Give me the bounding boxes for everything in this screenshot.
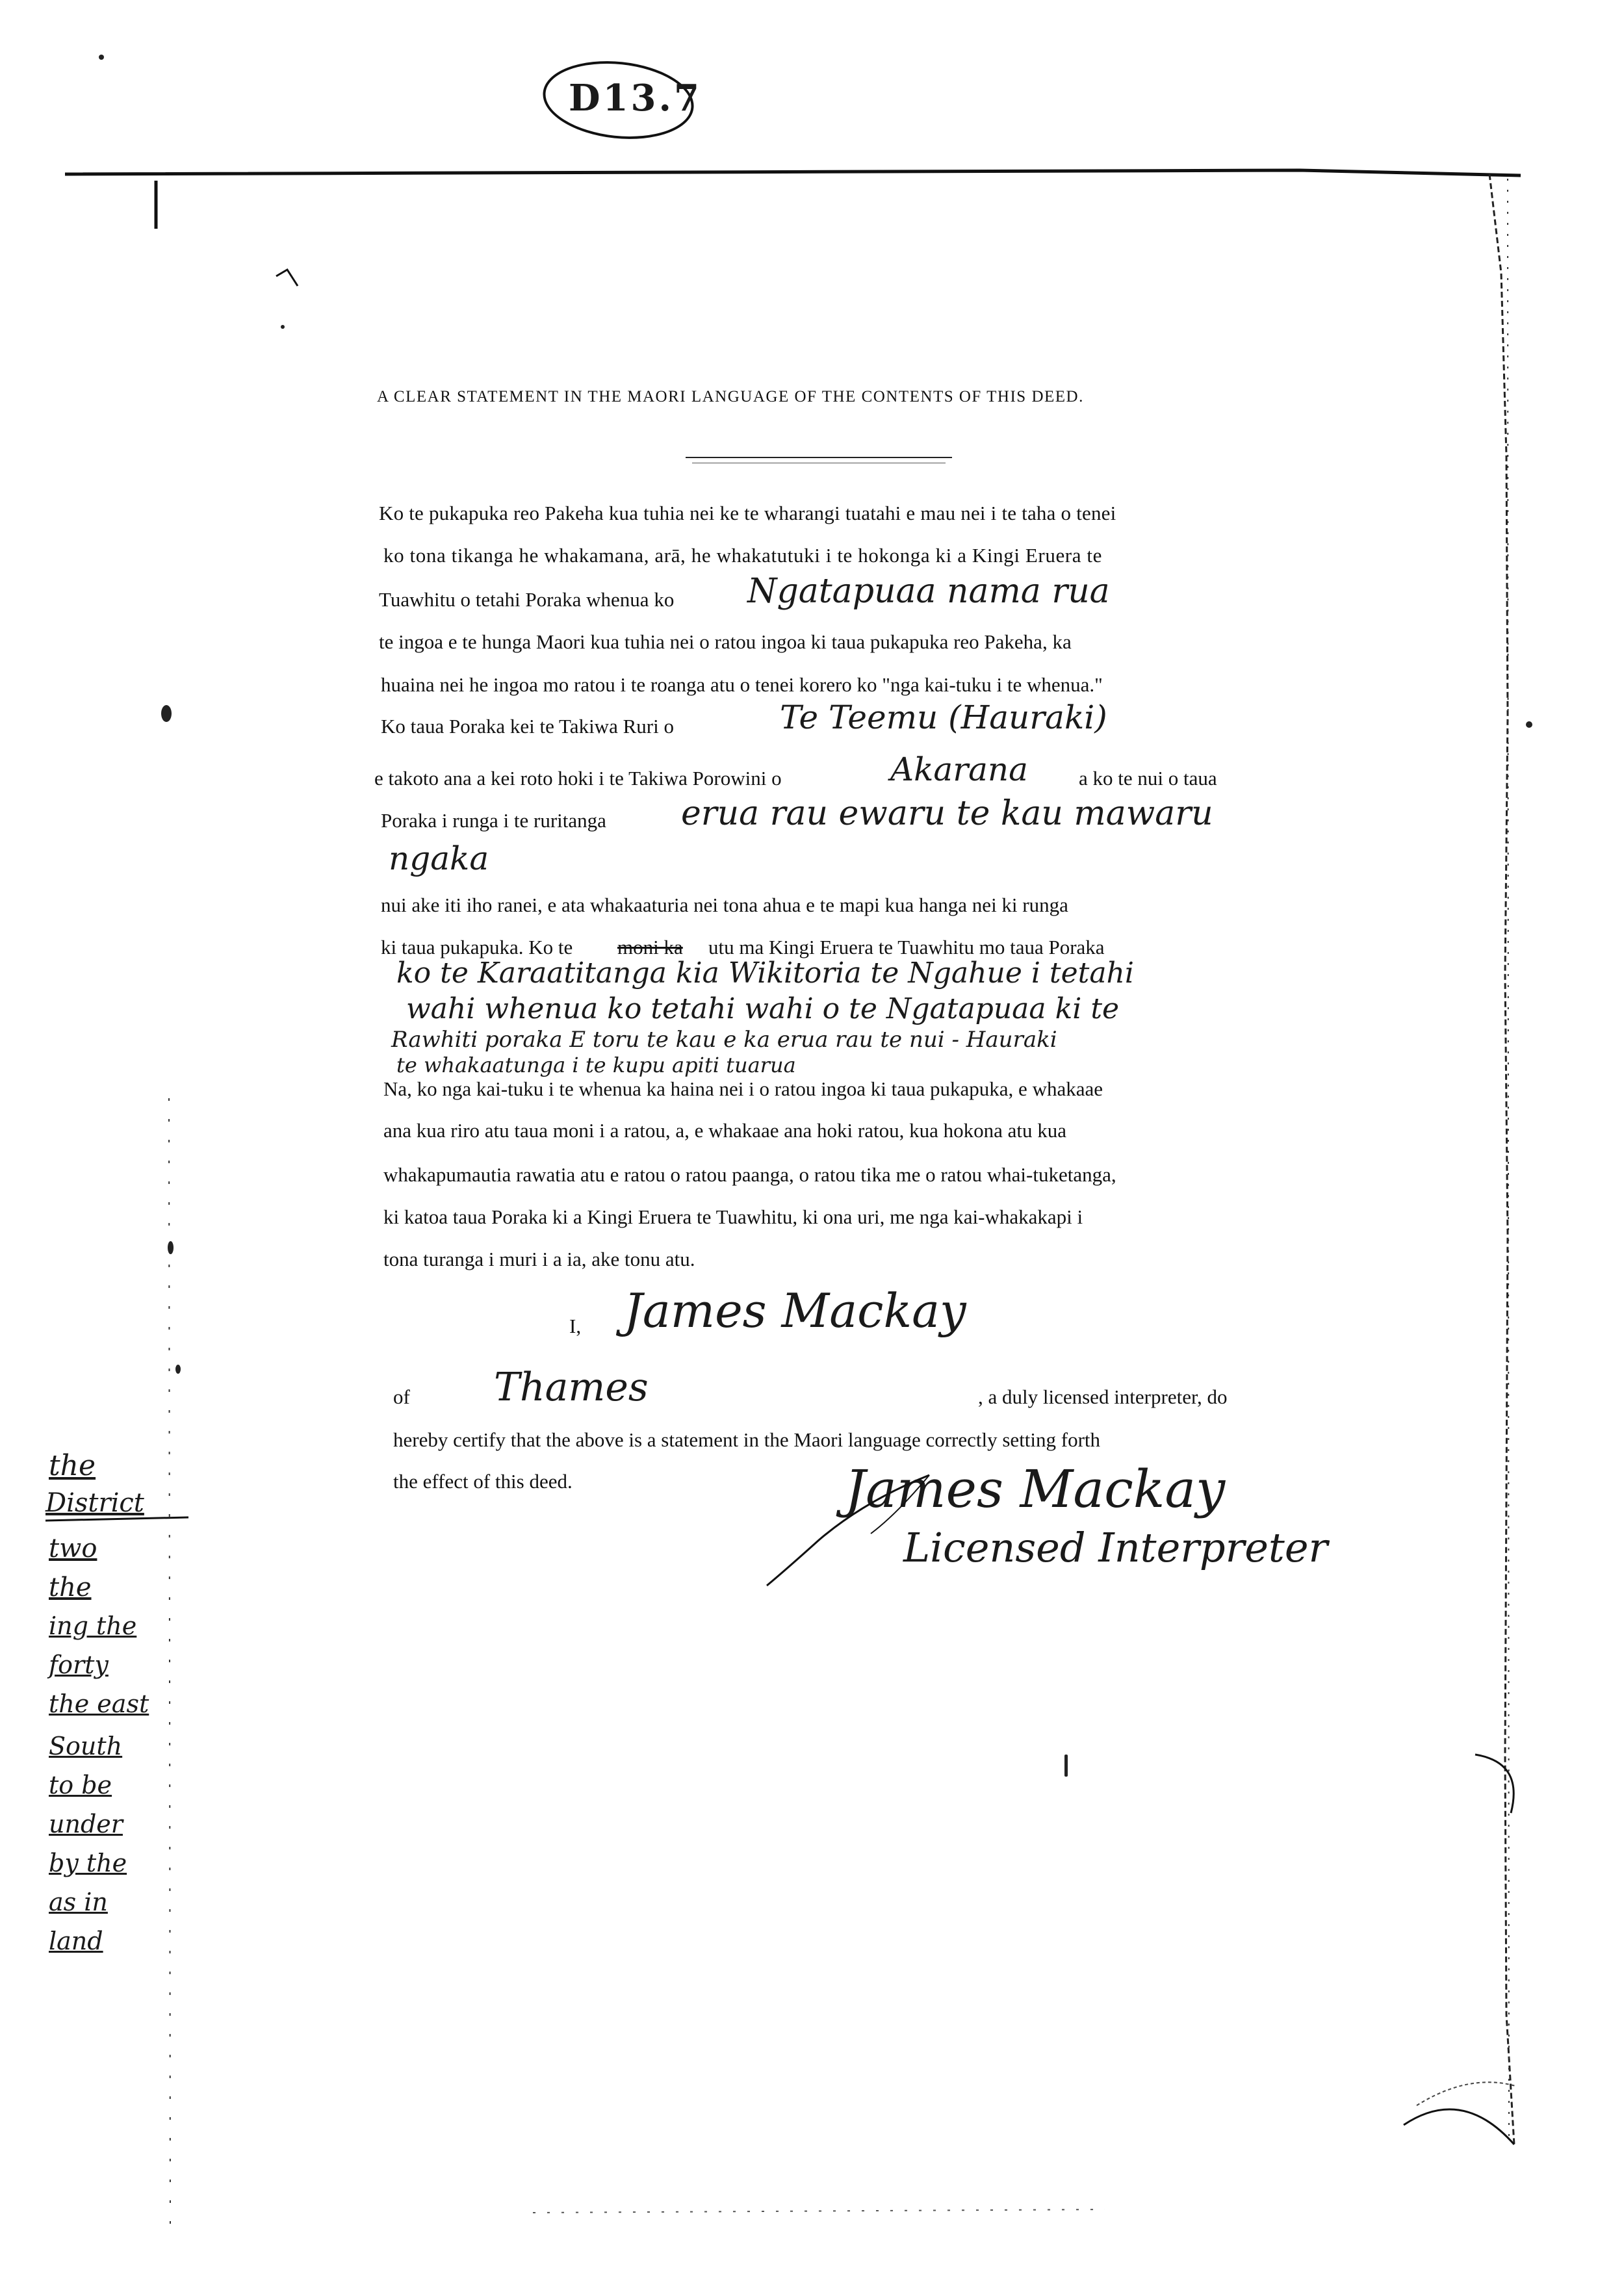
scan-speck: [175, 1365, 181, 1374]
margin-fragment-1: the: [49, 1449, 96, 1482]
body-line-11: ki taua pukapuka. Ko te: [381, 936, 573, 958]
handwritten-survey-district: Te Teemu (Hauraki): [780, 699, 1107, 736]
struck-text: moni ka: [617, 936, 683, 958]
body-line-14: whakapumautia rawatia atu e ratou o ratou paanga, o ratou tika me o ratou whai-tuketanga,: [383, 1163, 1116, 1186]
body-line-2: ko tona tikanga he whakamana, arā, he whakatutuki i te hokonga ki a Kingi Eruera te: [383, 544, 1103, 567]
scan-speck: [1526, 721, 1532, 728]
body-line-16: tona turanga i muri i a ia, ake tonu atu.: [383, 1248, 695, 1270]
body-line-10: nui ake iti iho ranei, e ata whakaaturia nei tona ahua e te mapi kua hanga nei ki runga: [381, 894, 1068, 916]
margin-fragment-13: land: [49, 1927, 103, 1955]
body-line-7: e takoto ana a kei roto hoki i te Takiwa Porowini o: [374, 767, 782, 790]
interpreter-name-handwritten: James Mackay: [624, 1283, 966, 1338]
cert-of: of: [393, 1385, 410, 1408]
margin-fragment-2: District: [45, 1488, 144, 1518]
scan-speck: [281, 325, 285, 329]
cert-line-1-tail: , a duly licensed interpreter, do: [978, 1385, 1228, 1408]
handwritten-block-name: Ngatapuaa nama rua: [747, 572, 1110, 611]
handwritten-province: Akarana: [890, 751, 1028, 788]
body-line-3: Tuawhitu o tetahi Poraka whenua ko: [379, 588, 675, 611]
handwritten-area: erua rau ewaru te kau mawaru: [681, 794, 1213, 833]
body-line-6: Ko taua Poraka kei te Takiwa Ruri o: [381, 715, 674, 738]
body-line-4: te ingoa e te hunga Maori kua tuhia nei o ratou ingoa ki taua pukapuka reo Pakeha, ka: [379, 630, 1072, 653]
scan-speck: [1064, 1755, 1068, 1777]
heading-rule: [686, 457, 952, 458]
handwritten-insert-line-1: ko te Karaatitanga kia Wikitoria te Ngahue i tetahi: [396, 957, 1134, 990]
document-heading: A CLEAR STATEMENT IN THE MAORI LANGUAGE OF THE CONTENTS OF THIS DEED.: [377, 388, 1084, 405]
interpreter-title-handwritten: Licensed Interpreter: [903, 1524, 1328, 1571]
cert-line-2: hereby certify that the above is a statement in the Maori language correctly setting forth: [393, 1428, 1101, 1451]
body-line-8: Poraka i runga i te ruritanga: [381, 809, 606, 832]
handwritten-area-unit: ngaka: [389, 840, 489, 877]
body-line-7-tail: a ko te nui o taua: [1079, 767, 1217, 790]
body-line-5: huaina nei he ingoa mo ratou i te roanga atu o tenei korero ko "nga kai-tuku i te whenua.": [381, 673, 1103, 696]
margin-fragment-12: as in: [49, 1888, 108, 1916]
margin-fragment-6: forty: [49, 1651, 109, 1679]
signature-flourish: [747, 1462, 942, 1592]
scan-speck: [168, 1241, 174, 1254]
body-line-15: ki katoa taua Poraka ki a Kingi Eruera te Tuawhitu, ki ona uri, me nga kai-whakakapi i: [383, 1205, 1083, 1228]
margin-fragment-5: ing the: [49, 1612, 137, 1640]
body-line-11-tail: utu ma Kingi Eruera te Tuawhitu mo taua Poraka: [708, 936, 1105, 958]
interpreter-signature: James Mackay: [845, 1459, 1226, 1519]
scan-speck: [99, 55, 104, 60]
body-line-1: Ko te pukapuka reo Pakeha kua tuhia nei ke te wharangi tuatahi e mau nei i te taha o tenei: [379, 502, 1116, 524]
scan-speck: [161, 705, 172, 722]
margin-fragment-11: by the: [49, 1849, 127, 1877]
handwritten-insert-line-2: wahi whenua ko tetahi wahi o te Ngatapuaa ki te: [406, 992, 1120, 1025]
margin-fragment-4: the: [49, 1573, 92, 1602]
margin-fragment-9: to be: [49, 1771, 112, 1799]
body-line-12: Na, ko nga kai-tuku i te whenua ka haina nei i o ratou ingoa ki taua pukapuka, e whakaae: [383, 1077, 1103, 1100]
handwritten-insert-line-3: Rawhiti poraka E toru te kau e ka erua rau te nui - Hauraki: [391, 1027, 1057, 1053]
cert-i: I,: [569, 1315, 582, 1337]
body-line-13: ana kua riro atu taua moni i a ratou, a, e whakaae ana hoki ratou, kua hokona atu kua: [383, 1119, 1067, 1142]
interpreter-place-handwritten: Thames: [494, 1365, 649, 1410]
cert-line-3: the effect of this deed.: [393, 1470, 573, 1493]
margin-fragment-3: two: [49, 1534, 97, 1563]
margin-fragment-10: under: [49, 1810, 123, 1838]
handwritten-insert-line-4: te whakaatunga i te kupu apiti tuarua: [396, 1053, 796, 1077]
margin-fragment-8: South: [49, 1732, 123, 1760]
stamp-label: D13.7: [569, 77, 702, 120]
margin-fragment-7: the east: [49, 1690, 149, 1718]
